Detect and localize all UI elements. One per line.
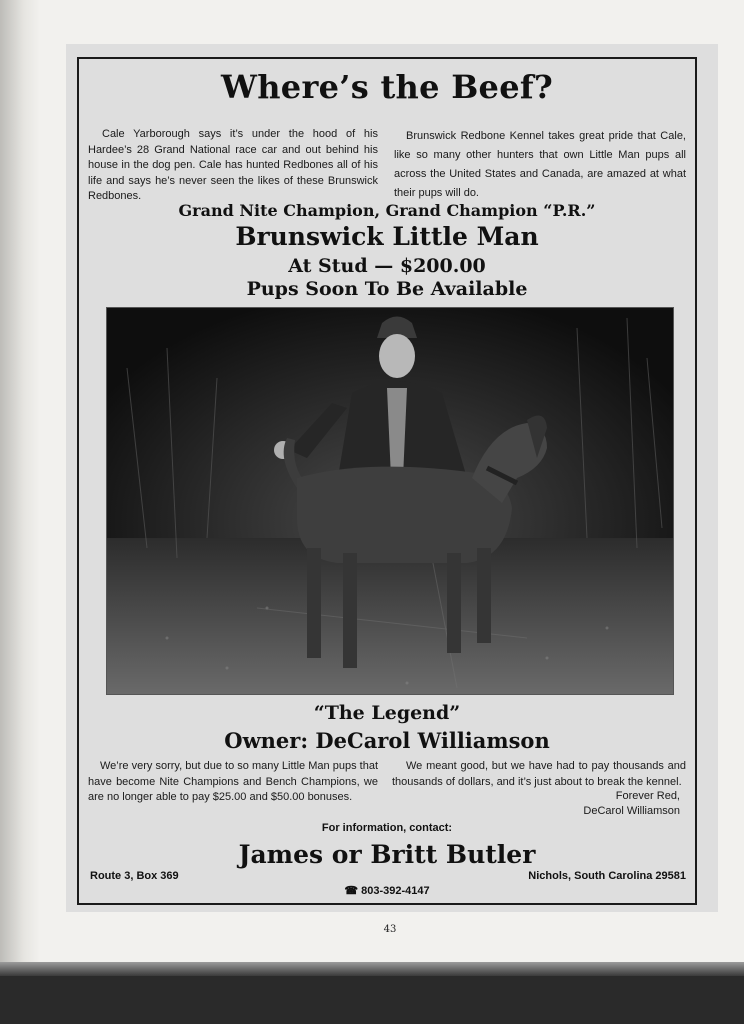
signoff-signature: DeCarol Williamson	[583, 805, 680, 817]
champion-title: Grand Nite Champion, Grand Champion “P.R.”	[178, 201, 596, 220]
phone-line	[77, 884, 697, 897]
pups-availability: Pups Soon To Be Available	[246, 278, 528, 300]
street-address: Route 3, Box 369	[90, 870, 179, 882]
contact-name: James or Britt Butler	[238, 840, 536, 869]
page-number: 43	[383, 924, 397, 935]
contact-label: For information, contact:	[321, 822, 453, 834]
signoff	[583, 789, 680, 819]
owner-name: Owner: DeCarol Williamson	[224, 728, 550, 753]
stud-fee: At Stud — $200.00	[288, 255, 486, 277]
signoff-closing: Forever Red,	[615, 790, 680, 802]
intro-paragraph-right: Brunswick Redbone Kennel takes great pride that Cale, like so many other hunters that own Little Man pups all across the United States and Canada, are amazed at what their pups will do.	[394, 130, 686, 199]
apology-paragraph-left: We’re very sorry, but due to so many Little Man pups that have become Nite Champions and Bench Champions, we are no longer able to pay $25.00 and $50.00 bonuses.	[88, 760, 378, 803]
dog-photo	[106, 307, 674, 695]
city-state-zip: Nichols, South Carolina 29581	[528, 870, 686, 882]
apology-paragraph-right: We meant good, but we have had to pay thousands and thousands of dollars, and it’s just about to break the kennel.	[392, 760, 686, 788]
dog-name: Brunswick Little Man	[235, 222, 539, 251]
phone-number: 803-392-4147	[361, 885, 430, 897]
ad-headline: Where’s the Beef?	[220, 68, 553, 106]
page-bottom-edge	[0, 962, 744, 976]
binding-shadow	[0, 0, 40, 970]
intro-paragraph-left: Cale Yarborough says it’s under the hood of his Hardee’s 28 Grand National race car and out behind his house in the dog pen. Cale has hunted Redbones all of his life and says he’s never seen the likes of these Brunswick Redbones.	[88, 128, 378, 202]
legend-caption: “The Legend”	[313, 702, 461, 724]
telephone-icon: ☎	[344, 885, 359, 897]
